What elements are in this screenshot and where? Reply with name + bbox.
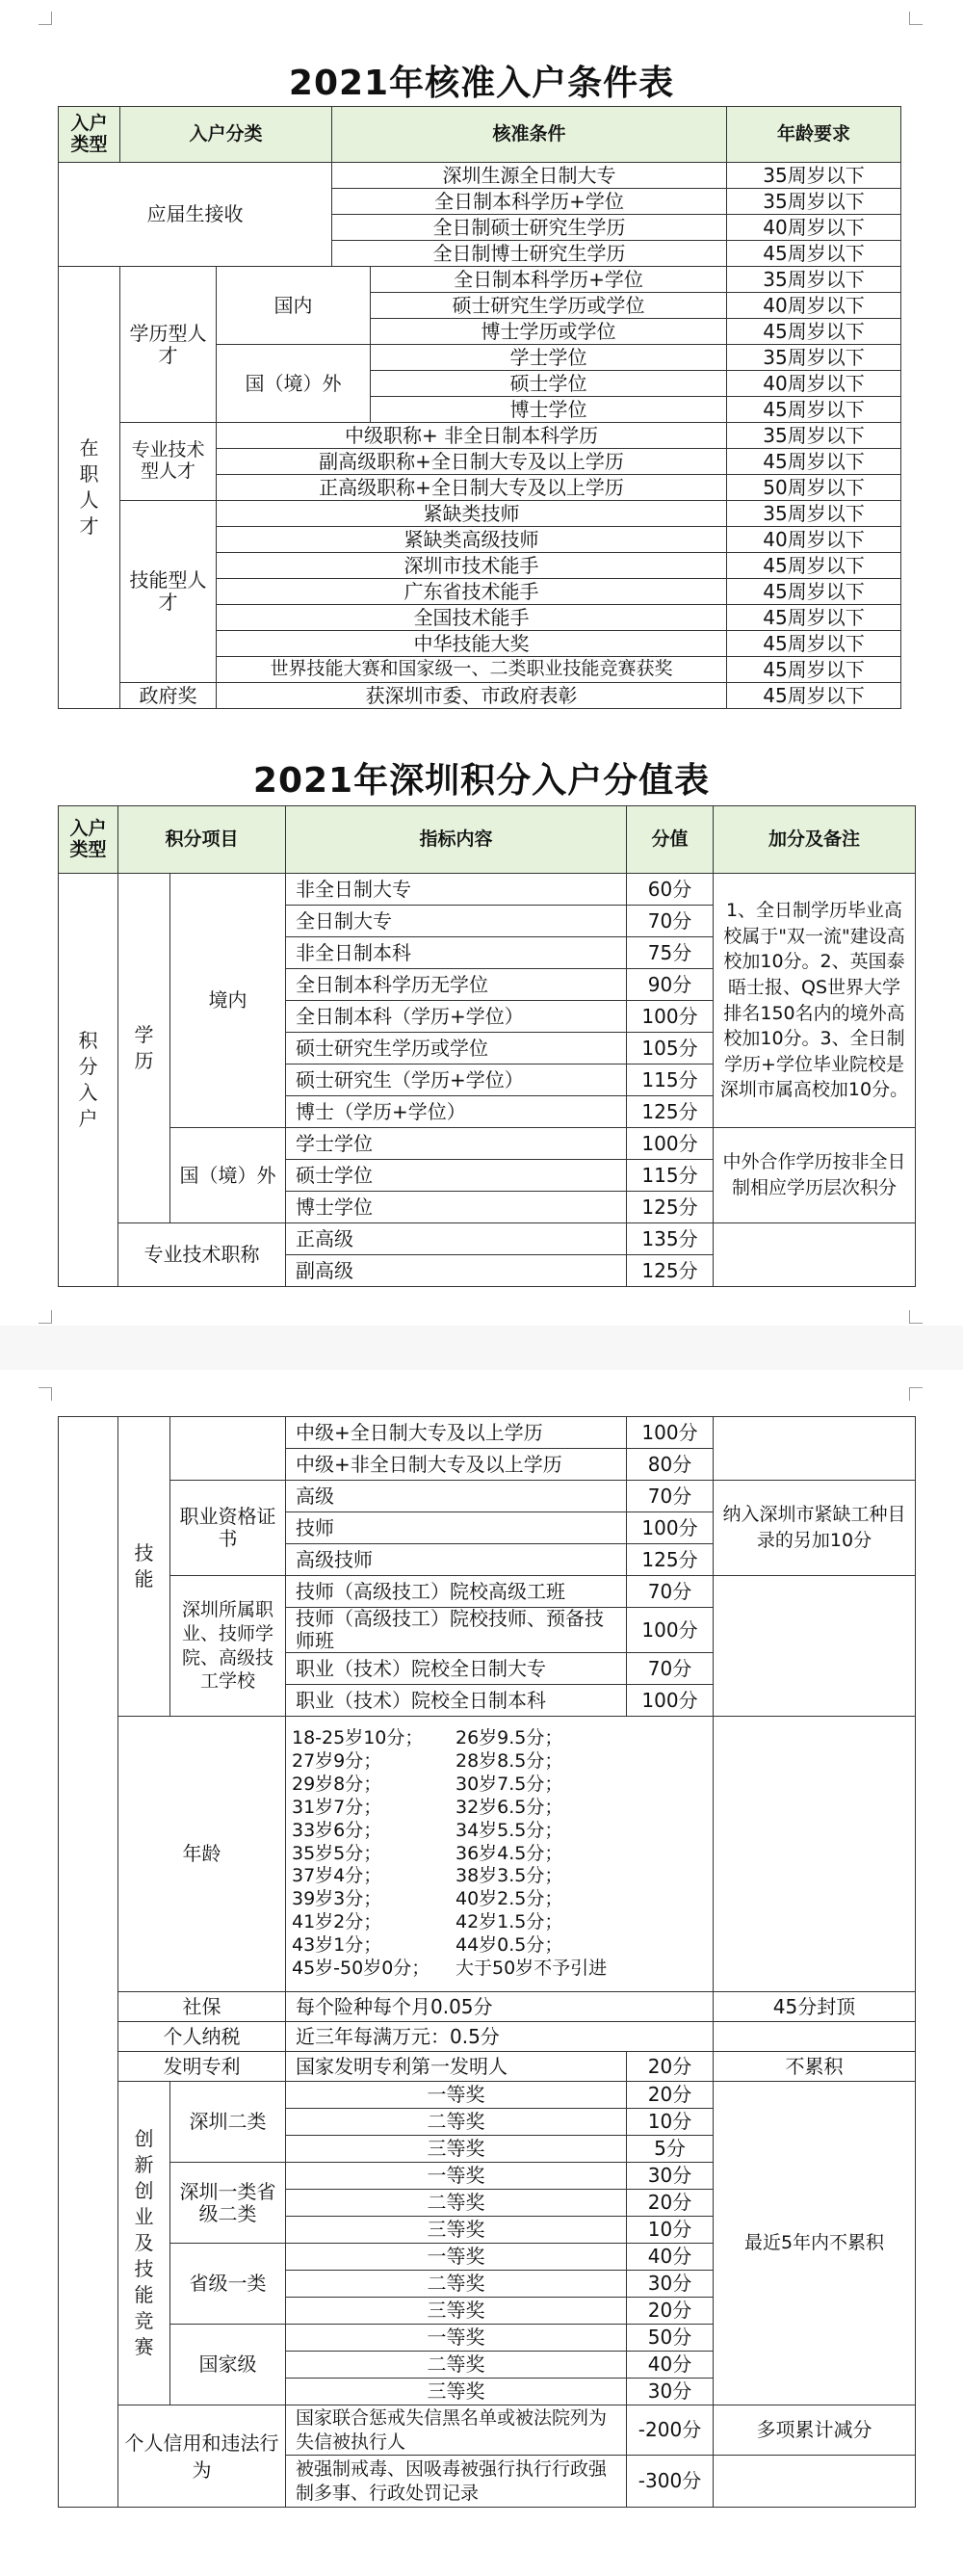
table-row [59,501,901,527]
score-cell: 100分 [627,1128,714,1160]
age-cell: 45周岁以下 [727,631,901,657]
score-cell: 90分 [627,969,714,1001]
header-cell: 指标内容 [286,806,627,874]
indicator-cell: 硕士研究生学历或学位 [286,1033,627,1065]
condition-cell: 全日制硕士研究生学历 [332,215,727,241]
age-item: 40岁2.5分； [455,1888,563,1910]
table-row [59,163,901,189]
score-cell: 70分 [627,1653,714,1685]
indicator-cell: 非全日制大专 [286,874,627,906]
score-cell: 20分 [627,2298,714,2325]
sub-overseas: 国（境）外 [217,345,371,423]
table-row [59,1481,916,1512]
page-separator [0,1326,963,1370]
score-cell: 100分 [627,1512,714,1544]
score-cell: 100分 [627,1417,714,1449]
category-patent: 发明专利 [118,2052,286,2082]
age-item: 大于50岁不予引进 [455,1957,608,1979]
condition-cell: 紧缺类技师 [217,501,727,527]
table-row [59,683,901,709]
age-cell: 45周岁以下 [727,241,901,267]
header-cell: 加分及备注 [714,806,916,874]
points-table-continued [58,1416,916,2508]
indicator-cell: 高级技师 [286,1544,627,1576]
condition-cell: 全国技术能手 [217,605,727,631]
condition-cell: 副高级职称+全日制大专及以上学历 [217,449,727,475]
indicator-cell: 学士学位 [286,1128,627,1160]
score-cell: 100分 [627,1608,714,1653]
age-cell: 35周岁以下 [727,423,901,449]
score-cell: 125分 [627,1544,714,1576]
age-item: 34岁5.5分； [455,1819,563,1841]
score-cell: 125分 [627,1096,714,1128]
score-cell: 30分 [627,2271,714,2298]
indicator-cell: 非全日制本科 [286,937,627,969]
table-row [59,874,916,906]
age-item: 36岁4.5分； [455,1842,563,1864]
category-innovation: 创新创业及技能竞赛 [118,2082,170,2405]
sub-domestic: 国内 [217,267,371,345]
score-cell: 70分 [627,1576,714,1608]
age-item: 28岁8.5分； [455,1750,563,1773]
condition-cell: 博士学历或学位 [371,319,727,345]
credit-note: 多项累计减分 [714,2405,916,2456]
indicator-cell: 高级 [286,1481,627,1512]
age-cell: 45周岁以下 [727,449,901,475]
score-cell: 70分 [627,906,714,937]
indicator-cell: 博士学位 [286,1192,627,1223]
group-name: 省级一类 [170,2244,286,2325]
age-item: 35岁5分； [292,1842,382,1864]
score-cell: 50分 [627,2325,714,2352]
condition-cell: 学士学位 [371,345,727,371]
condition-cell: 深圳市技术能手 [217,553,727,579]
score-cell: 80分 [627,1449,714,1481]
award-cell: 二等奖 [286,2190,627,2217]
sub-school: 深圳所属职业、技师学院、高级技工学校 [170,1576,286,1717]
score-cell: 125分 [627,1192,714,1223]
score-cell: 70分 [627,1481,714,1512]
group-name: 深圳一类省级二类 [170,2163,286,2244]
table-row [59,423,901,449]
indicator-cell: 技师 [286,1512,627,1544]
table-row [59,1576,916,1608]
indicator-cell: 职业（技术）院校全日制本科 [286,1685,627,1717]
corner-mark [39,1310,52,1324]
score-cell: 40分 [627,2352,714,2379]
innovation-note: 最近5年内不累积 [714,2082,916,2405]
age-cell: 40周岁以下 [727,215,901,241]
age-item: 32岁6.5分； [455,1796,563,1818]
award-cell: 二等奖 [286,2352,627,2379]
score-cell: 100分 [627,1685,714,1717]
indicator-cell: 正高级 [286,1223,627,1255]
category-points: 积分入户 [59,874,118,1287]
condition-cell: 深圳生源全日制大专 [332,163,727,189]
condition-cell: 紧缺类高级技师 [217,527,727,553]
table-row [59,2082,916,2109]
score-cell: 20分 [627,2190,714,2217]
age-item: 18-25岁10分； [292,1727,424,1749]
social-note: 45分封顶 [714,1992,916,2022]
score-cell: 75分 [627,937,714,969]
group-name: 国家级 [170,2325,286,2405]
sub-qual-cert: 职业资格证书 [170,1481,286,1576]
age-item: 43岁1分； [292,1933,382,1956]
score-cell: 5分 [627,2136,714,2163]
age-item: 31岁7分； [292,1796,382,1818]
category-prof-title: 专业技术职称 [118,1223,286,1287]
indicator-cell: 博士（学历+学位） [286,1096,627,1128]
condition-cell: 博士学位 [371,397,727,423]
empty-note [714,2456,916,2508]
condition-cell: 全日制博士研究生学历 [332,241,727,267]
score-cell: 10分 [627,2217,714,2244]
page-title-points: 2021年深圳积分入户分值表 [252,761,711,801]
indicator-cell: 每个险种每个月0.05分 [286,1992,714,2022]
header-cell: 积分项目 [118,806,286,874]
award-cell: 一等奖 [286,2082,627,2109]
score-cell: -200分 [627,2405,714,2456]
award-cell: 一等奖 [286,2244,627,2271]
category-credit: 个人信用和违法行为 [118,2405,286,2508]
domestic-note: 1、全日制学历毕业高校属于"双一流"建设高校加10分。2、英国泰晤士报、QS世界大学排名150名内的境外高校加10分。3、全日制学历+学位毕业院校是深圳市属高校加10分。 [714,874,916,1128]
category-skills: 技能 [118,1417,170,1717]
age-cell: 35周岁以下 [727,267,901,293]
score-cell: 10分 [627,2109,714,2136]
patent-note: 不累积 [714,2052,916,2082]
header-cell: 年龄要求 [727,107,901,163]
table-header-row [59,107,901,163]
age-item: 39岁3分； [292,1888,382,1910]
condition-cell: 全日制本科学历+学位 [332,189,727,215]
age-item: 45岁-50岁0分； [292,1957,430,1979]
score-cell: 105分 [627,1033,714,1065]
age-item: 30岁7.5分； [455,1774,563,1796]
table-row [59,1417,916,1449]
empty-note [714,1717,916,1992]
age-cell: 50周岁以下 [727,475,901,501]
indicator-cell: 全日制本科学历无学位 [286,969,627,1001]
category-gov-award: 政府奖 [120,683,217,709]
score-cell: 30分 [627,2163,714,2190]
category-age: 年龄 [118,1717,286,1992]
score-cell: 100分 [627,1001,714,1033]
age-item: 29岁8分； [292,1774,382,1796]
score-cell: 135分 [627,1223,714,1255]
condition-cell: 正高级职称+全日制大专及以上学历 [217,475,727,501]
age-item: 41岁2分； [292,1911,382,1933]
age-item: 26岁9.5分； [455,1727,563,1749]
award-cell: 二等奖 [286,2109,627,2136]
age-item: 37岁4分； [292,1865,382,1887]
age-cell: 45周岁以下 [727,579,901,605]
award-cell: 三等奖 [286,2379,627,2405]
score-cell: -300分 [627,2456,714,2508]
score-cell: 125分 [627,1255,714,1287]
award-cell: 三等奖 [286,2217,627,2244]
table-row [59,267,901,293]
indicator-cell: 被强制戒毒、因吸毒被强行执行行政强制多事、行政处罚记录 [286,2456,627,2508]
corner-mark [909,1387,923,1401]
condition-cell: 获深圳市委、市政府表彰 [217,683,727,709]
page-title-conditions: 2021年核准入户条件表 [288,64,675,103]
age-cell: 45周岁以下 [727,683,901,709]
age-item: 33岁6分； [292,1819,382,1841]
empty-note [714,2022,916,2052]
conditions-table [58,106,901,709]
condition-cell: 全日制本科学历+学位 [371,267,727,293]
award-cell: 一等奖 [286,2163,627,2190]
category-edu: 学历型人才 [120,267,217,423]
condition-cell: 世界技能大赛和国家级一、二类职业技能竞赛获奖 [217,657,727,683]
table-row [59,2052,916,2082]
award-cell: 三等奖 [286,2298,627,2325]
award-cell: 三等奖 [286,2136,627,2163]
indicator-cell: 国家联合惩戒失信黑名单或被法院列为失信被执行人 [286,2405,627,2456]
age-cell: 45周岁以下 [727,397,901,423]
age-cell: 45周岁以下 [727,605,901,631]
age-cell: 35周岁以下 [727,501,901,527]
age-cell: 35周岁以下 [727,345,901,371]
age-cell: 40周岁以下 [727,371,901,397]
empty-sub [170,1417,286,1481]
score-cell: 40分 [627,2244,714,2271]
score-cell: 115分 [627,1065,714,1096]
header-cell: 入户分类 [120,107,332,163]
category-points-cont [59,1417,118,2508]
indicator-cell: 硕士研究生（学历+学位） [286,1065,627,1096]
corner-mark [909,12,923,25]
age-scores [286,1717,714,1992]
indicator-cell: 全日制本科（学历+学位） [286,1001,627,1033]
points-table [58,805,916,1287]
indicator-cell: 中级+全日制大专及以上学历 [286,1417,627,1449]
age-cell: 45周岁以下 [727,657,901,683]
age-cell: 35周岁以下 [727,163,901,189]
category-prof: 专业技术型人才 [120,423,217,501]
condition-cell: 广东省技术能手 [217,579,727,605]
category-fresh-grad: 应届生接收 [59,163,332,267]
table-row [59,2022,916,2052]
age-item: 38岁3.5分； [455,1865,563,1887]
age-cell: 40周岁以下 [727,527,901,553]
table-row [59,1223,916,1255]
age-cell: 45周岁以下 [727,319,901,345]
corner-mark [909,1310,923,1324]
score-cell: 30分 [627,2379,714,2405]
empty-note [714,1223,916,1287]
score-cell: 20分 [627,2052,714,2082]
table-row [59,1128,916,1160]
table-row [59,1717,916,1992]
category-tax: 个人纳税 [118,2022,286,2052]
award-cell: 二等奖 [286,2271,627,2298]
category-education: 学历 [118,874,170,1223]
condition-cell: 硕士学位 [371,371,727,397]
condition-cell: 中华技能大奖 [217,631,727,657]
age-item: 42岁1.5分； [455,1911,563,1933]
indicator-cell: 全日制大专 [286,906,627,937]
empty-note [714,1576,916,1717]
age-cell: 40周岁以下 [727,293,901,319]
category-social: 社保 [118,1992,286,2022]
indicator-cell: 职业（技术）院校全日制大专 [286,1653,627,1685]
condition-cell: 硕士研究生学历或学位 [371,293,727,319]
score-cell: 115分 [627,1160,714,1192]
qual-note: 纳入深圳市紧缺工种目录的另加10分 [714,1481,916,1576]
award-cell: 一等奖 [286,2325,627,2352]
empty-note [714,1417,916,1481]
corner-mark [39,1387,52,1401]
score-cell: 20分 [627,2082,714,2109]
indicator-cell: 硕士学位 [286,1160,627,1192]
indicator-cell: 副高级 [286,1255,627,1287]
condition-cell: 中级职称+ 非全日制本科学历 [217,423,727,449]
header-cell: 入户类型 [59,806,118,874]
sub-domestic: 境内 [170,874,286,1128]
category-skill: 技能型人才 [120,501,217,683]
indicator-cell: 技师（高级技工）院校高级工班 [286,1576,627,1608]
sub-overseas: 国（境）外 [170,1128,286,1223]
age-cell: 35周岁以下 [727,189,901,215]
age-cell: 45周岁以下 [727,553,901,579]
score-cell: 60分 [627,874,714,906]
indicator-cell: 技师（高级技工）院校技师、预备技师班 [286,1608,627,1653]
category-in-service: 在职人才 [59,267,120,709]
table-row [59,2405,916,2456]
corner-mark [39,12,52,25]
overseas-note: 中外合作学历按非全日制相应学历层次积分 [714,1128,916,1223]
age-item: 27岁9分； [292,1750,382,1773]
group-name: 深圳二类 [170,2082,286,2163]
indicator-cell: 中级+非全日制大专及以上学历 [286,1449,627,1481]
indicator-cell: 国家发明专利第一发明人 [286,2052,627,2082]
table-header-row [59,806,916,874]
header-cell: 核准条件 [332,107,727,163]
indicator-cell: 近三年每满万元：0.5分 [286,2022,714,2052]
age-item: 44岁0.5分； [455,1933,563,1956]
header-cell: 入户类型 [59,107,120,163]
table-row [59,1992,916,2022]
header-cell: 分值 [627,806,714,874]
